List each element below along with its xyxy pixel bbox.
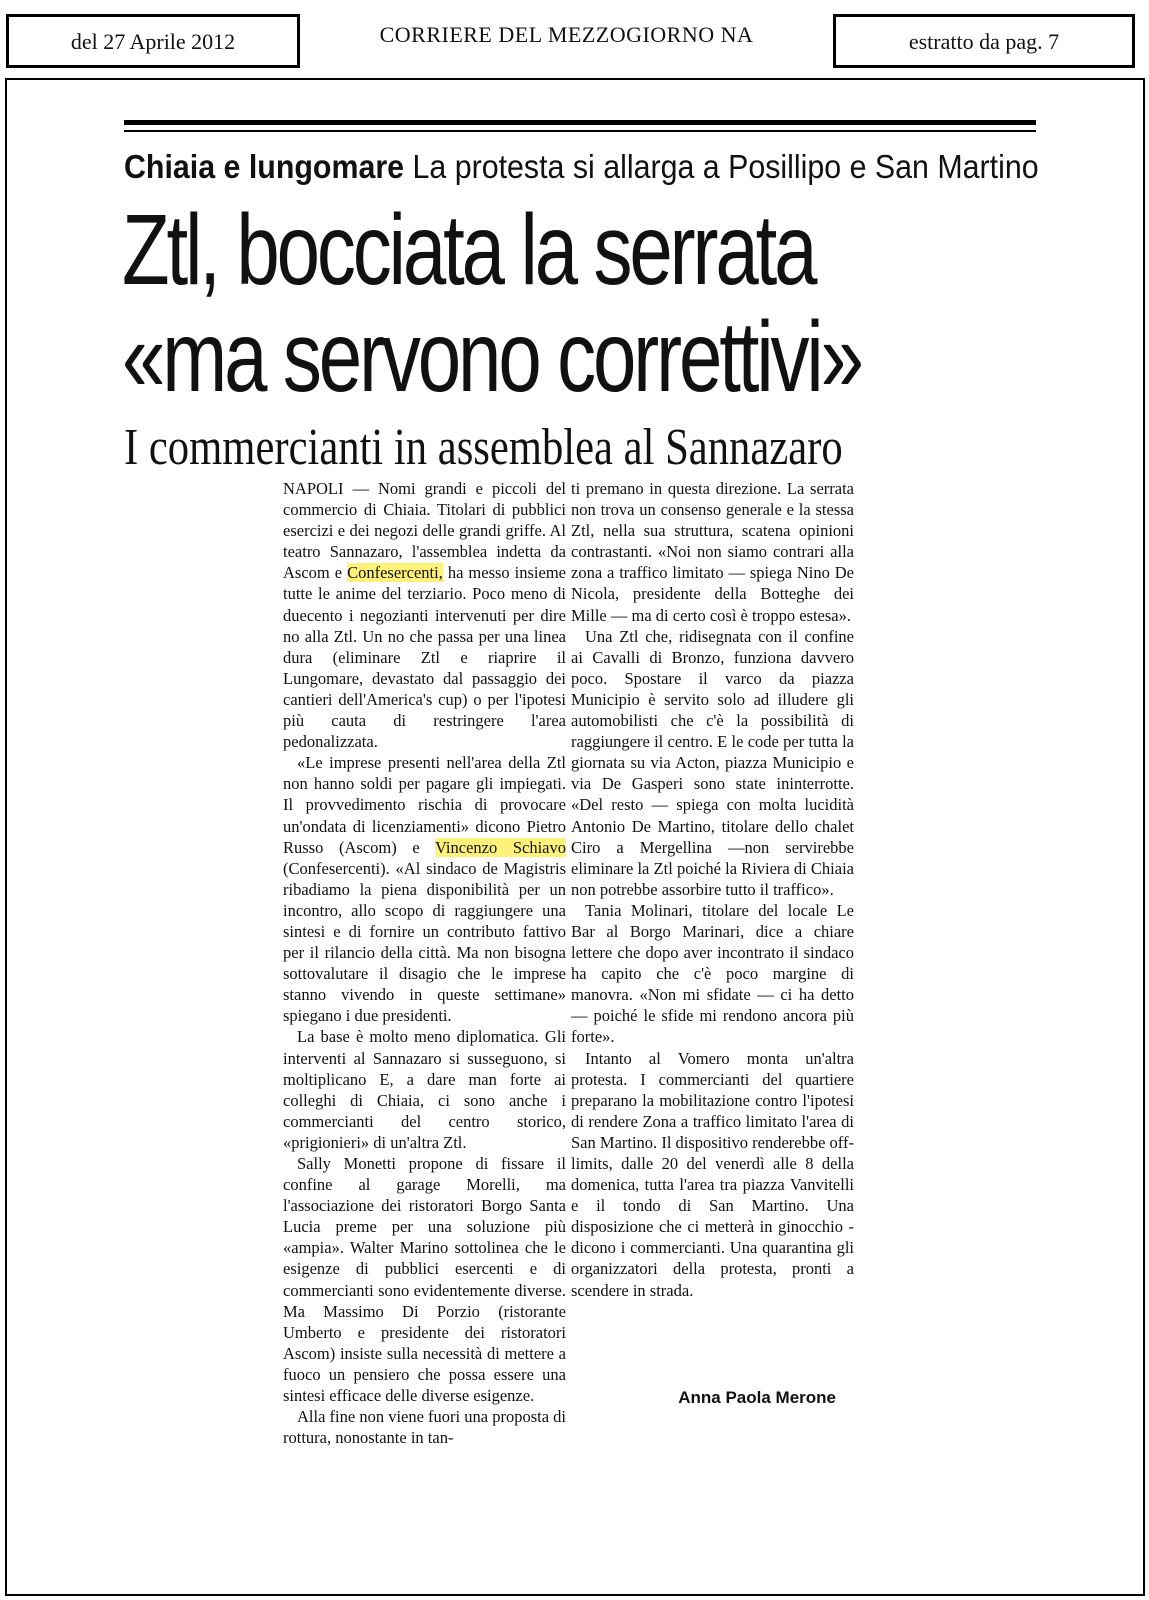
kicker-rest: La protesta si allarga a Posillipo e San Martino <box>412 148 1039 185</box>
paragraph: Alla fine non viene fuori una proposta di rottura, nonostante in tan- <box>283 1407 566 1448</box>
top-rule-thick <box>124 120 1036 125</box>
page-text: estratto da pag. 7 <box>908 29 1060 54</box>
top-rule-thin <box>124 130 1036 132</box>
paragraph: Una Ztl che, ridisegnata con il confine ai Cavalli di Bronzo, funziona davvero poco. Spostare il varco da piazza Municipio è servito solo ad illudere gli automobilisti che c'è la possibilità di raggiungere il centro. E le code per tutta la giornata su via Acton, piazza Municipio e via De Gasperi sono state ininterrotte. «Del resto — spiega con molta lucidità Antonio De Martino, titolare dello chalet Ciro a Mergellina —non servirebbe eliminare la Ztl poiché la Riviera di Chiaia non potrebbe assorbire tutto il traffico». <box>571 626 854 899</box>
subtitle: I commercianti in assemblea al Sannazaro <box>124 419 843 476</box>
highlighted-text: Vincenzo Schiavo <box>434 837 566 857</box>
text: «Le imprese presenti nell'area della Ztl non hanno soldi per pagare gli impiegati. Il provvedimento rischia di provocare un'ondata di licenziamenti» dicono Pietro Russo (Ascom) e <box>283 753 566 857</box>
text: (Confesercenti). «Al sindaco de Magistris ribadiamo la piena disponibilità per un incontro, allo scopo di raggiungere una sintesi e di fornire un contributo fattivo per il rilancio della città. Ma non bisogna sottovalutare il disagio che le imprese stanno vivendo in queste settimane» spiegano i due presidenti. <box>283 858 566 1026</box>
article-column-2 <box>571 478 854 1301</box>
byline: Anna Paola Merone <box>678 1388 836 1407</box>
text: NAPOLI — Nomi grandi e piccoli del commercio di Chiaia. Titolari di pubblici esercizi e dei negozi delle grandi griffe. Al teatro Sannazaro, l'assemblea indetta da Ascom e <box>283 479 566 583</box>
date-box <box>6 14 300 68</box>
page-box <box>833 14 1135 68</box>
paragraph: Tania Molinari, titolare del locale Le Bar al Borgo Marinari, dice a chiare lettere che dopo aver incontrato il sindaco ha capito che c'è poco margine di manovra. «Non mi sfidate — ci ha detto — poiché le sfide mi rendono ancora più forte». <box>571 900 854 1047</box>
text: ha messo insieme tutte le anime del terziario. Poco meno di duecento i negozianti intervenuti per dire no alla Ztl. Un no che passa per una linea dura (eliminare Ztl e riaprire il Lungomare, devastato dal passaggio dei cantieri dell'America's cup) o per l'ipotesi più cauta di restringere l'area pedonalizzata. <box>283 563 566 752</box>
paragraph: La base è molto meno diplomatica. Gli interventi al Sannazaro si susseguono, si moltiplicano E, a dare man forte ai colleghi di Chiaia, ci sono anche i commercianti del centro storico, «prigionieri» di un'altra Ztl. <box>283 1027 566 1152</box>
article-column-1 <box>283 478 566 1448</box>
headline-line-1: Ztl, bocciata la serrata <box>122 194 815 306</box>
kicker-bold: Chiaia e lungomare <box>124 148 405 185</box>
paragraph <box>283 478 566 752</box>
highlighted-text: Confesercenti, <box>347 563 443 583</box>
kicker <box>124 148 1039 186</box>
paragraph <box>283 752 566 1026</box>
paragraph: Intanto al Vomero monta un'altra protesta. I commercianti del quartiere preparano la mobilitazione contro l'ipotesi di rendere Zona a traffico limitato l'area di San Martino. Il dispositivo renderebbe off-limits, dalle 20 del venerdì alle 8 della domenica, tutta l'area tra piazza Vanvitelli e il tondo di San Martino. Una disposizione che ci metterà in ginocchio - dicono i commercianti. Una quarantina gli organizzatori della protesta, pronti a scendere in strada. <box>571 1048 854 1300</box>
date-text: del 27 Aprile 2012 <box>70 29 236 54</box>
paragraph: Sally Monetti propone di fissare il confine al garage Morelli, ma l'associazione dei ristoratori Borgo Santa Lucia preme per una soluzione più «ampia». Walter Marino sottolinea che le esigenze di pubblici esercenti e di commercianti sono evidentemente diverse. Ma Massimo Di Porzio (ristorante Umberto e presidente dei ristoratori Ascom) insiste sulla necessità di mettere a fuoco un pensiero che possa essere una sintesi efficace delle diverse esigenze. <box>283 1154 566 1406</box>
headline-line-2: «ma servono correttivi» <box>122 301 861 413</box>
paragraph: ti premano in questa direzione. La serrata non trova un consenso generale e la stessa Ztl, nella sua struttura, scatena opinioni contrastanti. «Noi non siamo contrari alla zona a traffico limitato — spiega Nino De Nicola, presidente della Botteghe dei Mille — ma di certo così è troppo estesa». <box>571 479 854 625</box>
newspaper-name: CORRIERE DEL MEZZOGIORNO NA <box>379 22 754 47</box>
